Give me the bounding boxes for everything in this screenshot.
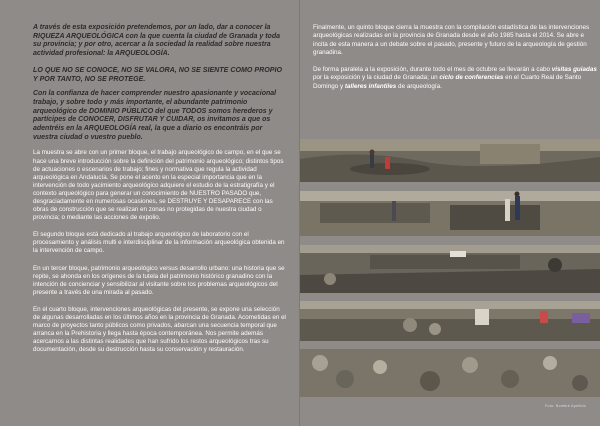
body-paragraph-2: El segundo bloque está dedicado al trabajo arqueológico de laboratorio con el procesamiento y análisis multi e interdisciplinar de la información arqueológica obtenida en la intervención de campo. — [33, 231, 285, 255]
excavation-photo-5 — [300, 349, 600, 397]
workshops-text: talleres infantiles — [344, 82, 397, 90]
photo-credit: Foto: Nombre Apellido — [545, 404, 586, 408]
excavation-photo-3 — [300, 245, 600, 293]
activities-paragraph: De forma paralela a la exposición, durante todo el mes de octubre se llevarán a cabo visitas guiadas por la exposición y la ciudad de Granada; un ciclo de conferencias en el Cuarto Real de Santo Domingo y talleres infantiles de arqueología. — [313, 66, 597, 90]
left-column — [33, 24, 286, 364]
conference-cycle-text: ciclo de conferencias — [439, 74, 504, 82]
intro-paragraph-3: Con la confianza de hacer comprender nuestro apasionante y vocacional trabajo, y sobre todo y más importante, el abundante patrimonio arqueológico de DOMINIO PÚBLICO del que TODOS somos herederos y partícipes de CONOCER, DISFRUTAR Y CUIDAR, os invitamos a que os adentréis en la ARQUEOLOGÍA real, la que a diario os encontráis por vuestra ciudad o vuestro pueblo. — [33, 90, 277, 141]
intro-slogan: LO QUE NO SE CONOCE, NO SE VALORA, NO SE SIENTE COMO PROPIO Y POR TANTO, NO SE PROTEGE. — [33, 65, 282, 83]
intro-paragraph-1: A través de esta exposición pretendemos, por un lado, dar a conocer la RIQUEZA ARQUEOLÓGICA con la que cuenta la ciudad de Granada y toda su provincia; y por otro, acercar a la sociedad la realidad sobre nuestra actividad profesional: la ARQUEOLOGÍA. — [33, 24, 280, 58]
excavation-photo-1 — [300, 139, 600, 182]
body-paragraph-1: La muestra se abre con un primer bloque, el trabajo arqueológico de campo, en el que se hace una breve introducción sobre la definición del patrimonio arqueológico; distintos tipos de actuaciones o escenarios de trabajo; fines y normativa que regula la actividad arqueológica en Andalucía. Se pone el acento en la especial importancia que en la intervención de todo yacimiento arqueológico adquiere el estudio de la estratigrafía y el contexto arqueológico para generar un conocimiento de NUESTRO PASADO que, desgraciadamente en numerosas ocasiones, se DESTRUYE Y DESAPARECE con las obras de construcción que se realizan en zonas no protegidas de nuestra ciudad o provincia; o mediante las acciones de expolio. — [33, 149, 284, 222]
body-block — [33, 149, 286, 354]
right-column — [313, 24, 599, 100]
excavation-photo-4 — [300, 301, 600, 341]
intro-block — [33, 24, 286, 142]
closing-paragraph: Finalmente, un quinto bloque cierra la muestra con la compilación estadística de las intervenciones arqueológicas realizadas en la provincia de Granada desde el año 1985 hasta el 2014. Se abre e incita de esta manera a un debate sobre el pasado, presente y futuro de la arqueología de gestión granadina. — [313, 24, 590, 56]
excavation-photo-2 — [300, 191, 600, 236]
guided-visits-text: visitas guiadas — [551, 66, 597, 74]
body-paragraph-4: En el cuarto bloque, intervenciones arqueológicas del presente, se expone una selección de algunas desarrolladas en los últimos años en la provincia de Granada. Acometidas en el marco de proyectos tanto públicos como privados, abarcan una secuencia temporal que arranca en la Prehistoria y llega hasta época contemporánea. Nos permite además acercarnos a las distintas realidades que han sufrido los restos arqueológicos tras su documentación, desde su destrucción hasta su conservación y restauración. — [33, 305, 286, 354]
body-paragraph-3: En un tercer bloque, patrimonio arqueológico versus desarrollo urbano: una historia que se repite, se ahonda en los orígenes de la tutela del patrimonio histórico granadino con la intención de concienciar y sensibilizar al visitante sobre los problemas arqueológicos del presente a través de una mirada al pasado. — [33, 264, 285, 296]
